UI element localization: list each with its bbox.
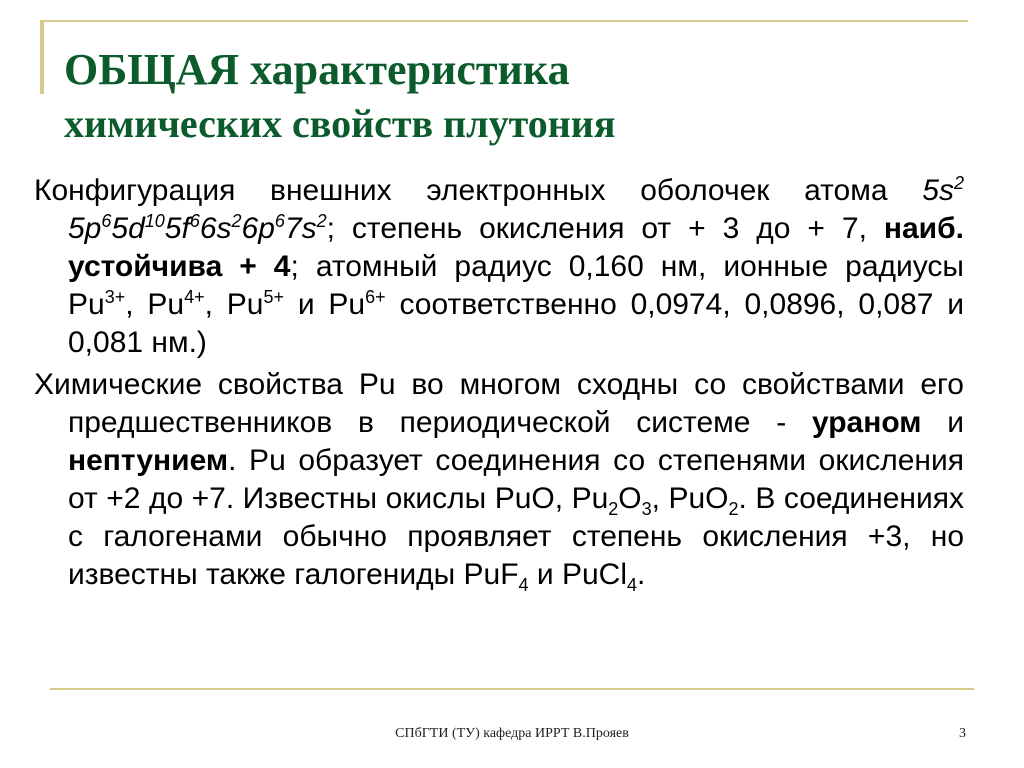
paragraph-chemical-properties bbox=[34, 366, 964, 594]
subscript: 3 bbox=[641, 499, 652, 519]
properties-text-8: . bbox=[637, 558, 646, 591]
slide-title bbox=[64, 42, 964, 150]
radius-text: ; атомный радиус 0,160 нм, ионные радиусы bbox=[290, 250, 964, 283]
properties-text-3: . Pu образует соединения со степенями окисления от +2 до +7. Известны окислы PuO, Pu bbox=[68, 444, 964, 515]
footer-text: СПбГТИ (ТУ) кафедра ИРРТ В.Прояев bbox=[395, 726, 629, 741]
ion-pu6: $Pu^{6+}$ bbox=[328, 287, 386, 321]
decorative-bottom-rule bbox=[50, 688, 974, 690]
properties-text-6: . В соединениях с галогенами обычно проявляет степень окисления +3, но известны также галогениды PuF bbox=[68, 482, 964, 591]
subscript: 4 bbox=[626, 575, 637, 595]
slide-body bbox=[34, 172, 964, 598]
title-line-1: ОБЩАЯ характеристика bbox=[64, 45, 570, 94]
page-number: 3 bbox=[959, 726, 966, 741]
subscript: 4 bbox=[518, 575, 529, 595]
radii-values: соответственно 0,0974, 0,0896, 0,087 и 0,081 нм.) bbox=[68, 288, 965, 359]
properties-text-2: и bbox=[921, 406, 964, 439]
ion-pu3: $Pu^{3+}$, bbox=[68, 287, 148, 321]
decorative-top-rule bbox=[40, 20, 968, 22]
oxidation-text: ; степень окисления от + 3 до + 7, bbox=[326, 212, 884, 245]
ion-pu4: $Pu^{4+}$, bbox=[147, 287, 227, 321]
properties-text-7: и PuCl bbox=[528, 558, 627, 591]
properties-text-4: O bbox=[618, 482, 642, 515]
config-intro: Конфигурация внешних электронных оболочек атома bbox=[34, 174, 888, 207]
neptunium-bold: нептунием bbox=[68, 444, 229, 477]
properties-text-5: , PuO bbox=[651, 482, 729, 515]
subscript: 2 bbox=[728, 499, 739, 519]
electron-config-formula: $5s^2$ $5p^65d^{10}5f^66s^26p^67s^2$ bbox=[68, 173, 964, 245]
decorative-vertical-rule bbox=[40, 20, 44, 94]
properties-text-1: Химические свойства Pu во многом сходны со свойствами его предшественников в периодической системе - bbox=[34, 368, 964, 439]
paragraph-electron-configuration bbox=[34, 172, 964, 362]
uranium-bold: ураном bbox=[811, 406, 922, 439]
most-stable-state: наиб. устойчива + 4 bbox=[68, 212, 964, 283]
title-line-2: химических свойств плутония bbox=[64, 101, 616, 146]
ion-pu5: $Pu^{5+}$ и bbox=[226, 287, 329, 321]
subscript: 2 bbox=[608, 499, 619, 519]
